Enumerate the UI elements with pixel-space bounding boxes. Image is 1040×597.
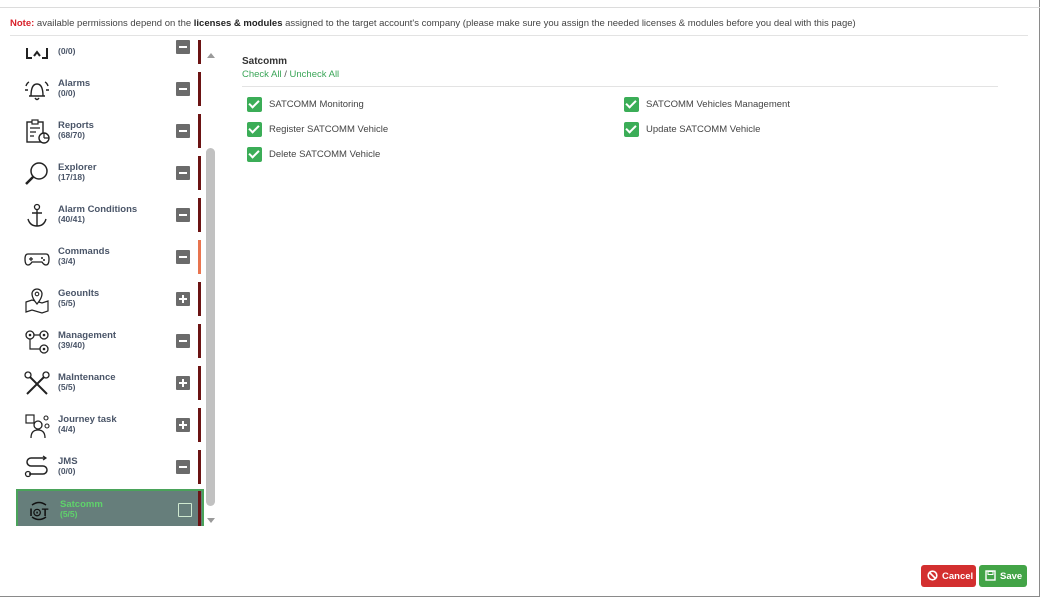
module-name: Alarms [58,78,91,89]
module-count: (3/4) [58,256,76,266]
check-all-link[interactable]: Check All [242,69,282,80]
gears-icon [23,328,51,356]
collapse-toggle[interactable] [176,166,190,180]
cancel-label: Cancel [942,571,974,582]
module-name: MaIntenance [58,372,116,383]
module-name: Reports [58,120,94,131]
permission-label: SATCOMM Vehicles Management [646,99,790,110]
module-item-reports[interactable] [16,112,204,152]
route-icon [23,454,51,482]
journey-icon [23,412,51,440]
status-bar [198,156,201,190]
module-count: (4/4) [58,424,76,434]
module-item-alarm-conditions[interactable] [16,196,204,236]
scroll-down-arrow-icon[interactable] [207,518,215,523]
permission-checkbox[interactable] [624,97,639,112]
status-bar [198,450,201,484]
magnifier-icon [23,160,51,188]
module-item-satcomm[interactable] [16,489,204,526]
status-bar [198,408,201,442]
permission-checkbox[interactable] [247,147,262,162]
status-bar [198,491,201,526]
scroll-thumb[interactable] [206,148,215,506]
permission-label: SATCOMM Monitoring [269,99,364,110]
permission-checkbox[interactable] [624,122,639,137]
section-title: Satcomm [242,56,288,67]
module-count: (5/5) [58,298,76,308]
module-count: (17/18) [58,172,85,182]
anchor-icon [23,202,51,230]
expand-toggle[interactable] [176,418,190,432]
collapse-toggle[interactable] [176,124,190,138]
module-count: (39/40) [58,340,85,350]
bell-icon [23,76,51,104]
module-name: JMS [58,456,78,467]
module-name: GeounIts [58,288,100,299]
note-divider [10,35,1028,36]
link-separator: / [281,69,290,80]
tools-icon [23,370,51,398]
note-text-after: assigned to the target account's company (please make sure you assign the needed licenses & modules before you deal with this page) [282,18,856,29]
module-count: (0/0) [58,88,76,98]
module-count: (5/5) [58,382,76,392]
module-item-geounits[interactable] [16,280,204,320]
status-bar [198,114,201,148]
module-name: Satcomm [60,499,103,510]
svg-text:I⊙T: I⊙T [29,507,49,519]
note-bold-text: licenses & modules [193,18,283,29]
status-bar [198,198,201,232]
status-bar [198,366,201,400]
check-all-row [242,69,339,80]
module-item-explorer[interactable] [16,154,204,194]
cancel-button[interactable] [921,565,976,587]
partial-icon [23,40,51,62]
scroll-up-arrow-icon[interactable] [207,53,215,58]
ban-icon [927,570,938,581]
expand-toggle[interactable] [176,292,190,306]
permission-checkbox[interactable] [247,122,262,137]
report-icon [23,118,51,146]
section-divider [242,86,998,87]
permission-label: Delete SATCOMM Vehicle [269,149,381,160]
module-name: Journey task [58,414,117,425]
license-note [10,18,856,29]
gamepad-icon [23,244,51,272]
uncheck-all-link[interactable]: Uncheck All [289,69,340,80]
module-item-management[interactable] [16,322,204,362]
expand-toggle[interactable] [176,376,190,390]
module-name: Management [58,330,117,341]
permission-label: Update SATCOMM Vehicle [646,124,761,135]
module-item-maintenance[interactable] [16,364,204,404]
module-name: Explorer [58,162,97,173]
floppy-disk-icon [985,570,996,581]
note-text-before: available permissions depend on the [34,18,194,29]
dialog-top-border [0,0,1040,8]
module-count: (0/0) [58,46,76,56]
module-name: Commands [58,246,110,257]
module-item-partial[interactable] [16,40,204,68]
status-bar [198,40,201,64]
module-item-journey-task[interactable] [16,406,204,446]
status-bar [198,282,201,316]
collapse-toggle[interactable] [176,208,190,222]
module-count: (40/41) [58,214,85,224]
status-bar [198,240,201,274]
permission-label: Register SATCOMM Vehicle [269,124,389,135]
status-bar [198,324,201,358]
collapse-toggle[interactable] [176,334,190,348]
collapse-toggle[interactable] [176,40,190,54]
module-count: (68/70) [58,130,85,140]
module-item-jms[interactable] [16,448,204,488]
save-label: Save [1000,571,1023,582]
collapse-toggle[interactable] [176,460,190,474]
iot-icon [25,497,53,525]
module-count: (0/0) [58,466,76,476]
permission-checkbox[interactable] [247,97,262,112]
note-label: Note: [10,18,35,29]
sidebar-scrollbar[interactable] [205,53,217,523]
select-toggle[interactable] [178,503,192,517]
module-name: Alarm Conditions [58,204,138,215]
module-list[interactable] [16,40,204,526]
module-count: (5/5) [60,509,78,519]
module-item-commands[interactable] [16,238,204,278]
collapse-toggle[interactable] [176,82,190,96]
module-item-alarms[interactable] [16,70,204,110]
save-button[interactable] [979,565,1027,587]
map-pin-icon [23,286,51,314]
collapse-toggle[interactable] [176,250,190,264]
status-bar [198,72,201,106]
